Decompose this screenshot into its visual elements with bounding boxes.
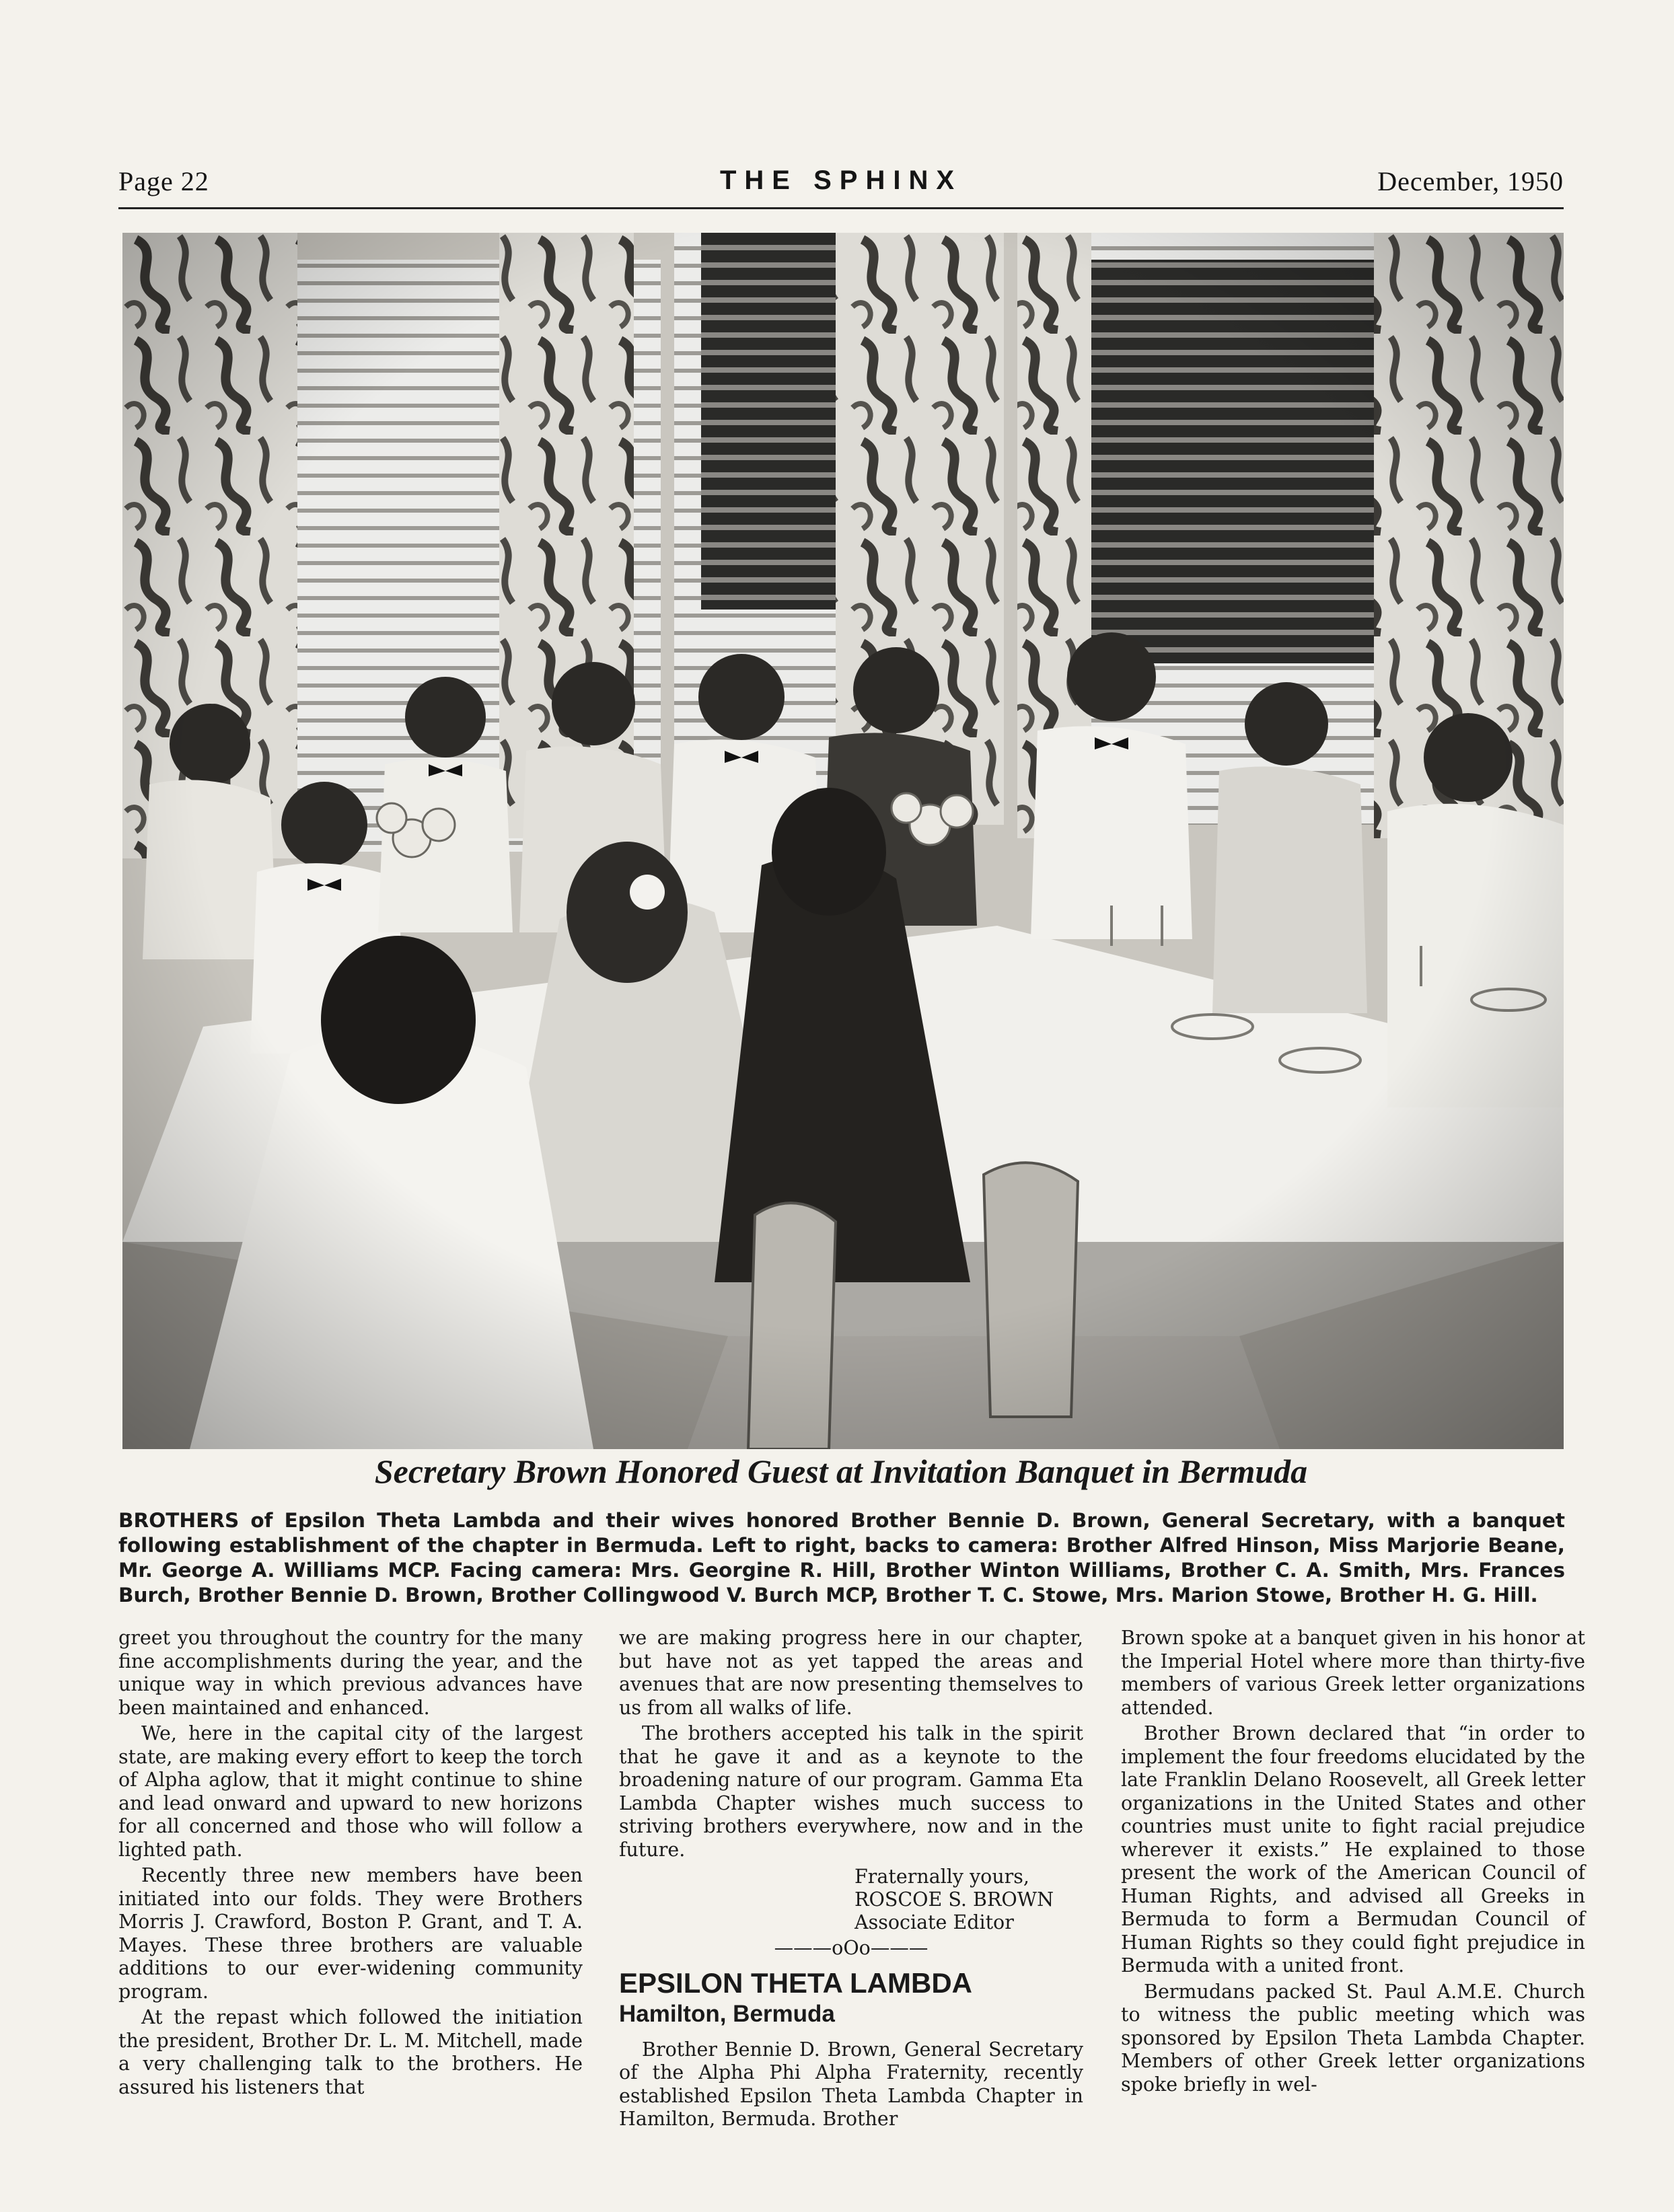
signoff-name: ROSCOE S. BROWN: [854, 1888, 1054, 1911]
column2-paragraph: The brothers accepted his talk in the spirit that he gave it and as a keynote to the broadening nature of our program. Gamma Eta Lambda Chapter wishes much success to striving brothers everywhere, now and in the future.: [619, 1722, 1083, 1861]
column1-paragraph: Recently three new members have been initiated into our folds. They were Brothers Morris J. Crawford, Boston P. Grant, and T. A. Mayes. These three brothers are valuable additions to our ever-widening community program.: [118, 1864, 583, 2003]
photo-caption-title: Secretary Brown Honored Guest at Invitation Banquet in Bermuda: [374, 1452, 1308, 1490]
column1-paragraph: greet you throughout the country for the many fine accomplishments during the year, and the unique way in which previous advances have been maintained and enhanced.: [118, 1627, 583, 1719]
column3-paragraph: Bermudans packed St. Paul A.M.E. Church to witness the public meeting which was sponsored by Epsilon Theta Lambda Chapter. Members of other Greek letter organizations spoke briefly in wel-: [1121, 1980, 1585, 2096]
header-rule: [118, 207, 1564, 209]
section-location: Hamilton, Bermuda: [619, 2000, 835, 2027]
page-number: Page 22: [118, 166, 209, 196]
article-column-3: [1121, 1627, 1585, 2099]
article-column-1: [118, 1627, 583, 2102]
magazine-title: THE SPHINX: [719, 165, 963, 195]
column2-paragraph: we are making progress here in our chapter, but have not as yet tapped the areas and avenues that are now presenting themselves to us from all walks of life.: [619, 1627, 1083, 1719]
page-header: [118, 165, 1564, 206]
column3-paragraph: Brother Brown declared that “in order to implement the four freedoms elucidated by the late Franklin Delano Roosevelt, all Greek letter organizations in the United States and other countries must unite to fight racial prejudice wherever it exists.” He explained to those present the work of the American Council of Human Rights, and advised all Greeks in Bermuda to form a Bermudan Council of Human Rights so they could fight prejudice in Bermuda with a united front.: [1121, 1722, 1585, 1977]
section-heading: EPSILON THETA LAMBDA: [619, 1966, 972, 1999]
column1-paragraph: We, here in the capital city of the largest state, are making every effort to keep the torch of Alpha aglow, that it might continue to shine and lead onward and upward to new horizons for all concerned and those who will follow a lighted path.: [118, 1722, 583, 1861]
signoff: [619, 1866, 1083, 1934]
column1-paragraph: At the repast which followed the initiation the president, Brother Dr. L. M. Mitchell, made a very challenging talk to the brothers. He assured his listeners that: [118, 2006, 583, 2098]
signoff-role: Associate Editor: [854, 1911, 1014, 1933]
column3-paragraph: Brown spoke at a banquet given in his honor at the Imperial Hotel where more than thirty-five members of various Greek letter organizations attended.: [1121, 1627, 1585, 1719]
banquet-photo: [122, 233, 1564, 1449]
section-divider: ———oOo———: [774, 1937, 929, 1959]
issue-date: December, 1950: [1377, 166, 1564, 196]
column2-paragraph: Brother Bennie D. Brown, General Secretary of the Alpha Phi Alpha Fraternity, recently established Epsilon Theta Lambda Chapter in Hamilton, Bermuda. Brother: [619, 2038, 1083, 2130]
signoff-closing: Fraternally yours,: [854, 1866, 1029, 1888]
article-column-2: [619, 1627, 1083, 2134]
photo-caption: BROTHERS of Epsilon Theta Lambda and their wives honored Brother Bennie D. Brown, General Secretary, with a banquet following establishment of the chapter in Bermuda. Left to right, backs to camera: Brother Alfred Hinson, Miss Marjorie Beane, Mr. George A. Williams MCP. Facing camera: Mrs. Georgine R. Hill, Brother Winton Williams, Brother C. A. Smith, Mrs. Frances Burch, Brother Bennie D. Brown, Brother Collingwood V. Burch MCP, Brother T. C. Stowe, Mrs. Marion Stowe, Brother H. G. Hill.: [118, 1509, 1565, 1607]
